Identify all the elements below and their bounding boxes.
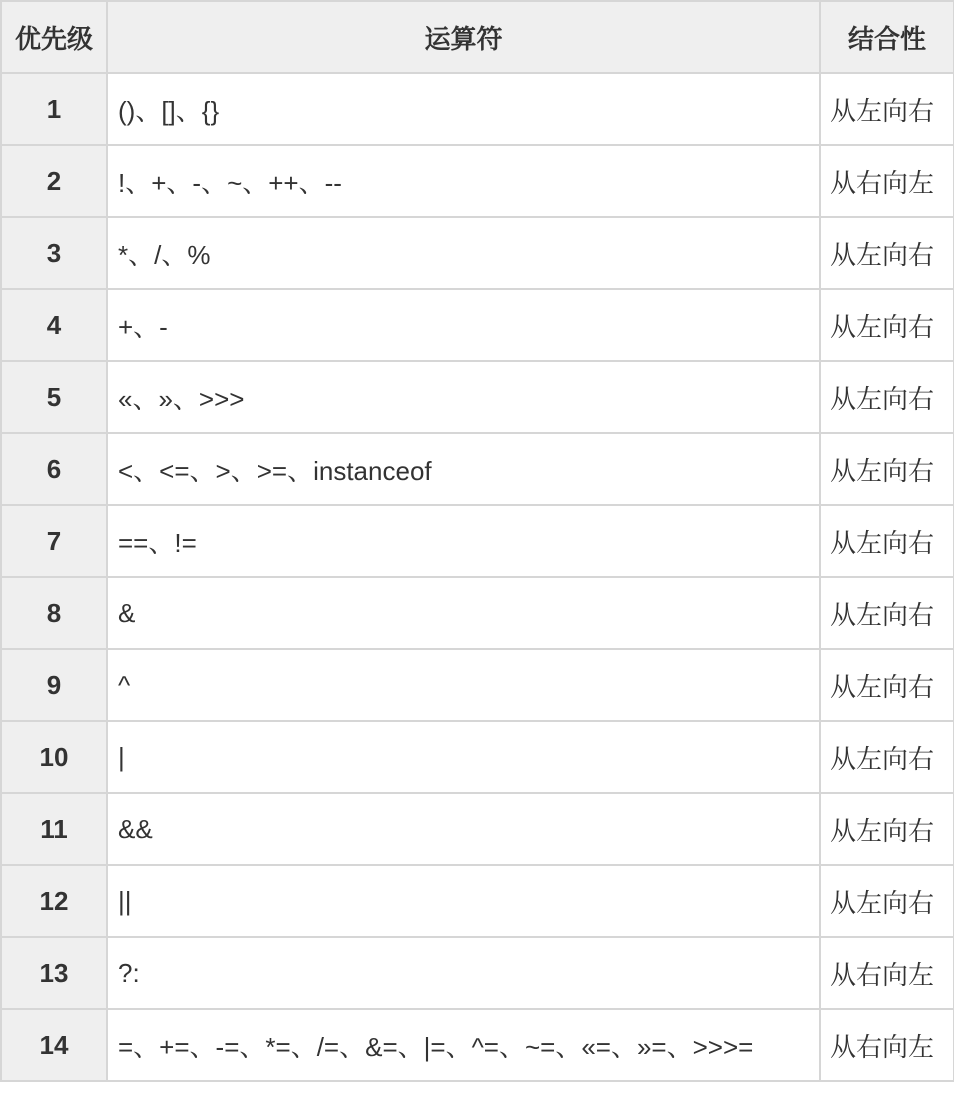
- priority-cell: 1: [1, 73, 107, 145]
- operators-cell: &&: [107, 793, 820, 865]
- associativity-cell: 从左向右: [820, 505, 954, 577]
- table-row: [1, 721, 954, 793]
- operators-cell: !、+、-、~、++、--: [107, 145, 820, 217]
- operators-cell: <、<=、>、>=、instanceof: [107, 433, 820, 505]
- associativity-cell: 从左向右: [820, 217, 954, 289]
- table-row: [1, 937, 954, 1009]
- associativity-cell: 从左向右: [820, 793, 954, 865]
- associativity-cell: 从左向右: [820, 721, 954, 793]
- table-row: [1, 865, 954, 937]
- associativity-cell: 从左向右: [820, 289, 954, 361]
- header-associativity: 结合性: [820, 1, 954, 73]
- associativity-cell: 从左向右: [820, 361, 954, 433]
- priority-cell: 14: [1, 1009, 107, 1081]
- associativity-cell: 从左向右: [820, 433, 954, 505]
- priority-cell: 6: [1, 433, 107, 505]
- priority-cell: 12: [1, 865, 107, 937]
- table-row: [1, 505, 954, 577]
- associativity-cell: 从右向左: [820, 1009, 954, 1081]
- associativity-cell: 从左向右: [820, 865, 954, 937]
- priority-cell: 11: [1, 793, 107, 865]
- operators-cell: «、»、>>>: [107, 361, 820, 433]
- table-row: [1, 1009, 954, 1081]
- operators-cell: =、+=、-=、*=、/=、&=、|=、^=、~=、«=、»=、>>>=: [107, 1009, 820, 1081]
- operators-cell: |: [107, 721, 820, 793]
- priority-cell: 10: [1, 721, 107, 793]
- associativity-cell: 从右向左: [820, 145, 954, 217]
- header-operator: 运算符: [107, 1, 820, 73]
- table-row: [1, 73, 954, 145]
- table-body: [1, 73, 954, 1081]
- priority-cell: 7: [1, 505, 107, 577]
- header-row: [1, 1, 954, 73]
- associativity-cell: 从左向右: [820, 73, 954, 145]
- table-row: [1, 361, 954, 433]
- table-row: [1, 649, 954, 721]
- table-header: [1, 1, 954, 73]
- table-row: [1, 433, 954, 505]
- priority-cell: 13: [1, 937, 107, 1009]
- operators-cell: &: [107, 577, 820, 649]
- table-row: [1, 145, 954, 217]
- table-row: [1, 289, 954, 361]
- table-row: [1, 217, 954, 289]
- operators-cell: ()、[]、{}: [107, 73, 820, 145]
- priority-cell: 4: [1, 289, 107, 361]
- operators-cell: ?:: [107, 937, 820, 1009]
- associativity-cell: 从右向左: [820, 937, 954, 1009]
- operators-cell: ||: [107, 865, 820, 937]
- operators-cell: *、/、%: [107, 217, 820, 289]
- associativity-cell: 从左向右: [820, 649, 954, 721]
- priority-cell: 9: [1, 649, 107, 721]
- table-row: [1, 793, 954, 865]
- table-row: [1, 577, 954, 649]
- header-priority: 优先级: [1, 1, 107, 73]
- associativity-cell: 从左向右: [820, 577, 954, 649]
- priority-cell: 8: [1, 577, 107, 649]
- priority-cell: 2: [1, 145, 107, 217]
- operators-cell: +、-: [107, 289, 820, 361]
- priority-cell: 5: [1, 361, 107, 433]
- priority-cell: 3: [1, 217, 107, 289]
- operators-cell: ^: [107, 649, 820, 721]
- operators-cell: ==、!=: [107, 505, 820, 577]
